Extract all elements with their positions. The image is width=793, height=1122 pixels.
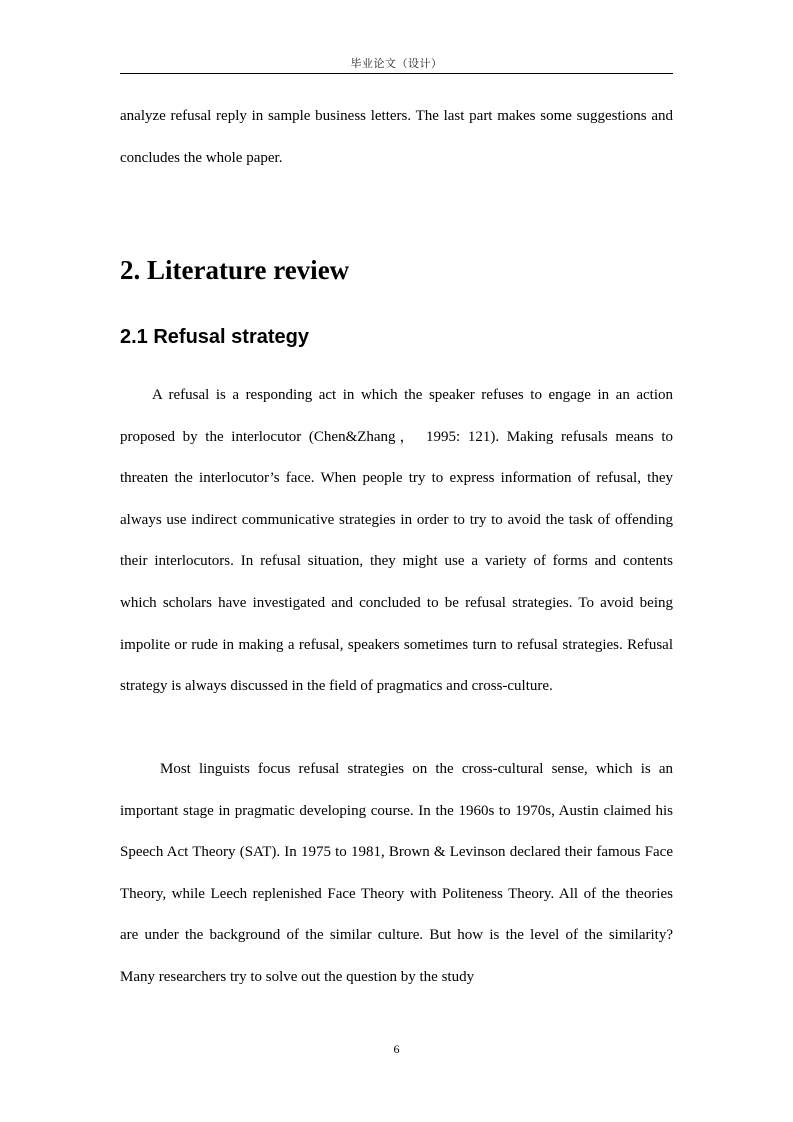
paragraph-linguists: Most linguists focus refusal strategies on the cross-cultural sense, which is an important stage in pragmatic developing course. In the 1960s to 1970s, Austin claimed his Speech Act Theory (SAT). In 1975 to 1981, Brown & Levinson declared their famous Face Theory, while Leech replenished Face Theory with Politeness Theory. All of the theories are under the background of the similar culture. But how is the level of the similarity? Many researchers try to solve out the question by the study — [120, 761, 673, 985]
page-number: 6 — [393, 1042, 400, 1056]
paragraph-refusal-definition: A refusal is a responding act in which the speaker refuses to engage in an action proposed by the interlocutor (Chen&Zhang， 1995: 121). Making refusals means to threaten the interlocutor’s face. When people try to express information of refusal, they always use indirect communicative strategies in order to try to avoid the task of offending their interlocutors. In refusal situation, they might use a variety of forms and contents which scholars have investigated and concluded to be refusal strategies. To avoid being impolite or rude in making a refusal, speakers sometimes turn to refusal strategies. Refusal strategy is always discussed in the field of pragmatics and cross-culture. — [120, 387, 673, 695]
continued-paragraph: analyze refusal reply in sample business letters. The last part makes some suggestions and concludes the whole paper. — [120, 108, 673, 166]
section-heading: 2. Literature review — [120, 255, 350, 285]
subsection-heading: 2.1 Refusal strategy — [120, 326, 309, 348]
running-header: 毕业论文（设计） — [350, 57, 443, 70]
header-rule — [120, 73, 673, 74]
